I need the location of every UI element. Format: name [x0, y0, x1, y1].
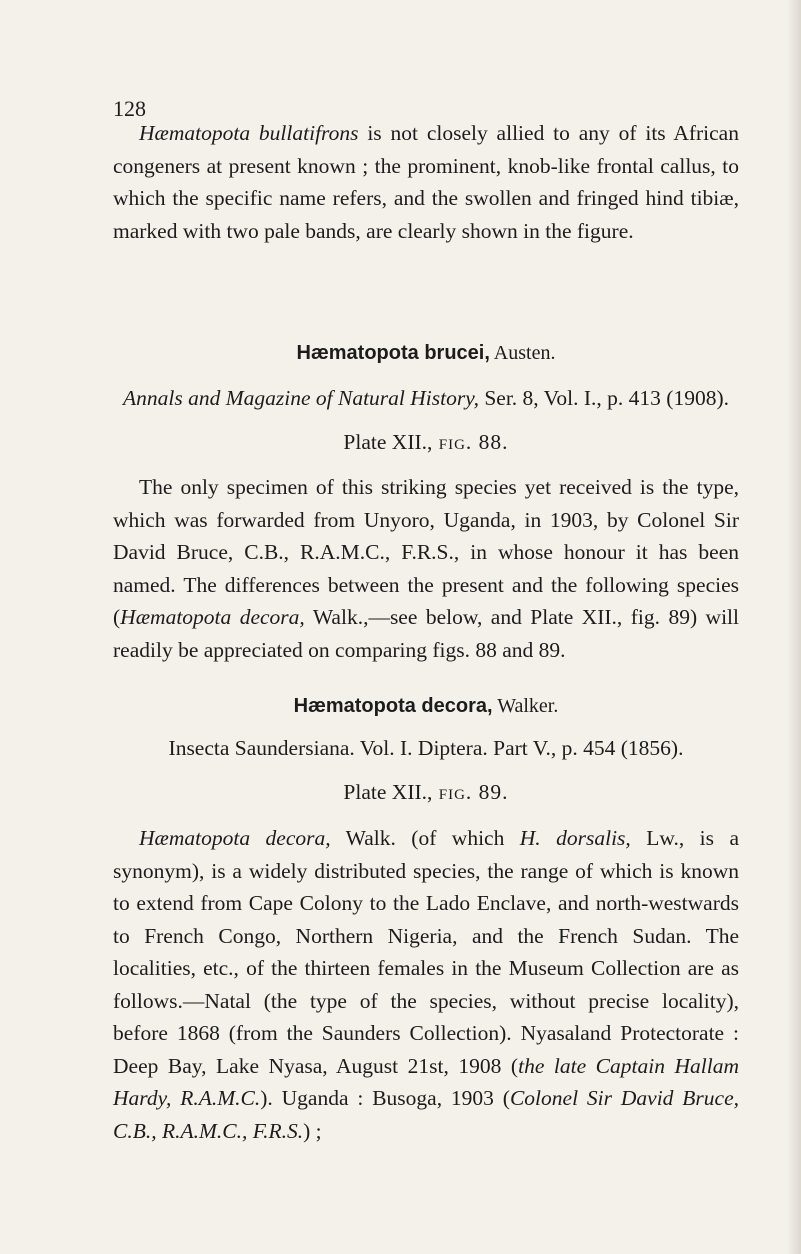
plate-fig: fig. 88. — [432, 430, 509, 454]
page-edge-shadow — [787, 0, 801, 1254]
heading-brucei — [113, 337, 739, 368]
plate-fig: fig. 89. — [432, 780, 509, 804]
heading-decora — [113, 690, 739, 721]
species-name: Hæmatopota decora, — [120, 605, 305, 629]
species-heading: Hæmatopota brucei, — [296, 342, 490, 364]
plate-reference-decora — [113, 777, 739, 807]
page-number: 128 — [113, 96, 146, 121]
paragraph-text: ) ; — [303, 1118, 322, 1143]
species-author: Austen. — [489, 342, 556, 364]
paragraph-decora — [113, 822, 739, 1147]
paragraph-bullatifrons — [113, 117, 739, 247]
paragraph-text: Walk. (of which — [330, 826, 520, 850]
collector-name: the late Captain Hallam Hardy, R.A.M.C. — [113, 1053, 739, 1110]
species-heading: Hæmatopota decora, — [293, 695, 493, 717]
plate-label: Plate XII., — [343, 780, 433, 804]
paragraph-text: ). Uganda : Busoga, 1903 ( — [260, 1086, 510, 1110]
synonym-name: H. dorsalis, — [519, 826, 631, 850]
reference-brucei — [113, 383, 739, 413]
species-author: Walker. — [492, 695, 559, 717]
species-name: Hæmatopota decora, — [139, 826, 331, 850]
collector-name: Colonel Sir David Bruce, C.B., R.A.M.C., F.R.S. — [113, 1086, 739, 1143]
journal-title: Annals and Magazine of Natural History, — [122, 386, 479, 410]
paragraph-text: is not closely allied to any of its African congeners at present known ; the prominent, knob-like frontal callus, to which the specific name refers, and the swollen and fringed hind tibiæ, marked with two pale bands, are clearly shown in the figure. — [113, 121, 739, 243]
reference-text: Insecta Saundersiana. Vol. I. Diptera. Part V., p. 454 (1856). — [168, 736, 684, 760]
reference-detail: Ser. 8, Vol. I., p. 413 (1908). — [478, 386, 729, 410]
species-name: Hæmatopota bullatifrons — [139, 121, 359, 145]
paragraph-text-end: Walk.,—see below, and Plate XII., fig. 89) will readily be appreciated on comparing figs. 88 and 89. — [113, 605, 740, 662]
reference-decora — [113, 733, 739, 763]
paragraph-brucei — [113, 471, 739, 666]
plate-label: Plate XII., — [343, 430, 433, 454]
plate-reference-brucei — [113, 427, 739, 457]
paragraph-text: Lw., is a synonym), is a widely distributed species, the range of which is known to extend from Cape Colony to the Lado Enclave, and north-westwards to French Congo, Northern Nigeria, and the French Sudan. The localities, etc., of the thirteen females in the Museum Collection are as follows.—Natal (the type of the species, without precise locality), before 1868 (from the Saunders Collection). Nyasaland Protectorate : Deep Bay, Lake Nyasa, August 21st, 1908 ( — [113, 826, 739, 1078]
paragraph-text: The only specimen of this striking species yet received is the type, which was forwarded from Unyoro, Uganda, in 1903, by Colonel Sir David Bruce, C.B., R.A.M.C., F.R.S., in whose honour it has been named. The differences between the present and the following species ( — [113, 475, 739, 629]
